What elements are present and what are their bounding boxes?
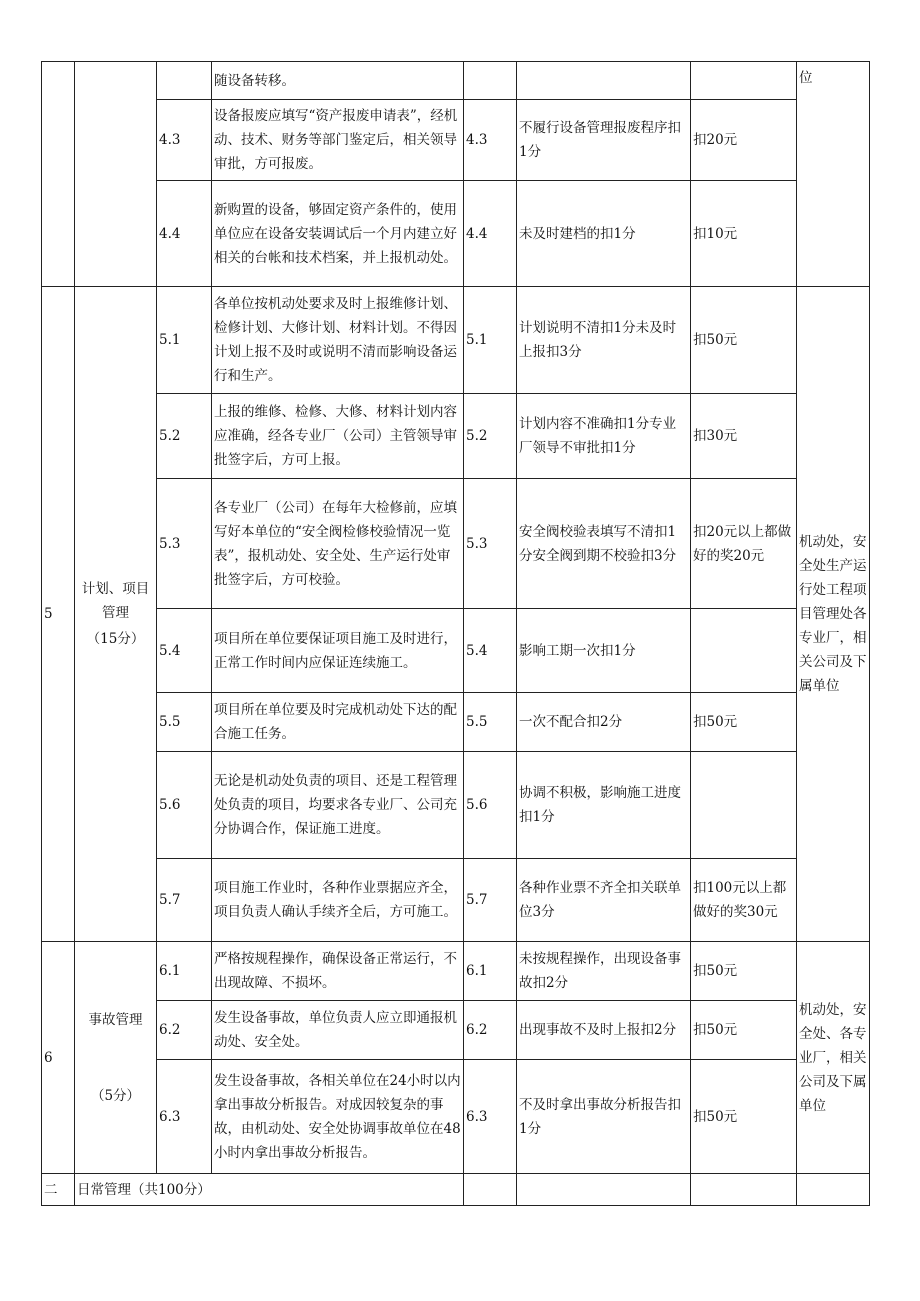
- item-no-2: 4.3: [464, 100, 517, 181]
- item-no-2: 5.4: [464, 609, 517, 693]
- item-penalty: 协调不积极，影响施工进度扣1分: [517, 752, 691, 859]
- item-no: [157, 62, 212, 100]
- item-no: 5.1: [157, 287, 212, 394]
- item-fine: [691, 752, 797, 859]
- item-fine: 扣50元: [691, 693, 797, 752]
- item-requirement: 上报的维修、检修、大修、材料计划内容应准确，经各专业厂（公司）主管领导审批签字后，方可上报。: [212, 394, 464, 479]
- item-penalty: 未及时建档的扣1分: [517, 181, 691, 287]
- item-no-2: 5.5: [464, 693, 517, 752]
- group-score: （15分）: [86, 631, 145, 647]
- item-fine: 扣50元: [691, 287, 797, 394]
- dept-cell: 位: [797, 62, 870, 287]
- item-penalty: 一次不配合扣2分: [517, 693, 691, 752]
- item-no: 5.4: [157, 609, 212, 693]
- item-penalty: 影响工期一次扣1分: [517, 609, 691, 693]
- item-no: 5.7: [157, 859, 212, 942]
- group-name: 计划、项目管理: [81, 581, 150, 621]
- table-row: [42, 752, 870, 859]
- item-fine: 扣50元: [691, 942, 797, 1001]
- section-index: 二: [42, 1174, 75, 1206]
- item-fine: 扣50元: [691, 1001, 797, 1060]
- item-no: 5.3: [157, 479, 212, 609]
- item-penalty: [517, 62, 691, 100]
- group-name-cell: [75, 287, 157, 942]
- item-fine: 扣20元: [691, 100, 797, 181]
- item-no-2: 5.2: [464, 394, 517, 479]
- group-score: （5分）: [90, 1087, 141, 1104]
- item-no-2: 5.6: [464, 752, 517, 859]
- table-row: [42, 609, 870, 693]
- item-requirement: 项目所在单位要保证项目施工及时进行，正常工作时间内应保证连续施工。: [212, 609, 464, 693]
- item-penalty: 未按规程操作，出现设备事故扣2分: [517, 942, 691, 1001]
- dept-cell: 机动处，安全处生产运行处工程项目管理处各专业厂，相关公司及下属单位: [797, 287, 870, 942]
- item-penalty: 不及时拿出事故分析报告扣1分: [517, 1060, 691, 1174]
- table-row: [42, 693, 870, 752]
- item-no: 5.2: [157, 394, 212, 479]
- item-no: 6.1: [157, 942, 212, 1001]
- group-name-cell: [75, 62, 157, 287]
- item-requirement: 随设备转移。: [212, 62, 464, 100]
- group-name-cell: [75, 942, 157, 1174]
- item-no-2: 5.3: [464, 479, 517, 609]
- item-no-2: 6.1: [464, 942, 517, 1001]
- item-no: 4.4: [157, 181, 212, 287]
- item-penalty: 出现事故不及时上报扣2分: [517, 1001, 691, 1060]
- table-row: [42, 62, 870, 100]
- item-no: 4.3: [157, 100, 212, 181]
- item-fine: [691, 609, 797, 693]
- item-fine: 扣100元以上都做好的奖30元: [691, 859, 797, 942]
- item-penalty: 不履行设备管理报废程序扣1分: [517, 100, 691, 181]
- item-requirement: 各专业厂（公司）在每年大检修前，应填写好本单位的“安全阀检修校验情况一览表”，报机动处、安全处、生产运行处审批签字后，方可校验。: [212, 479, 464, 609]
- item-no: 6.2: [157, 1001, 212, 1060]
- assessment-table: [41, 61, 870, 1206]
- item-requirement: 新购置的设备，够固定资产条件的，使用单位应在设备安装调试后一个月内建立好相关的台帐和技术档案，并上报机动处。: [212, 181, 464, 287]
- item-no-2: 6.2: [464, 1001, 517, 1060]
- table-row: [42, 100, 870, 181]
- table-row: [42, 394, 870, 479]
- table-row: [42, 1001, 870, 1060]
- table-row: [42, 1060, 870, 1174]
- item-penalty: 计划说明不清扣1分未及时上报扣3分: [517, 287, 691, 394]
- table-row: [42, 287, 870, 394]
- item-penalty: 计划内容不准确扣1分专业厂领导不审批扣1分: [517, 394, 691, 479]
- group-index-cell: [42, 62, 75, 287]
- section-title: 日常管理（共100分）: [75, 1174, 464, 1206]
- item-no: 6.3: [157, 1060, 212, 1174]
- item-requirement: 发生设备事故，单位负责人应立即通报机动处、安全处。: [212, 1001, 464, 1060]
- item-requirement: 设备报废应填写“资产报废申请表”，经机动、技术、财务等部门鉴定后，相关领导审批，方可报废。: [212, 100, 464, 181]
- table-row: [42, 479, 870, 609]
- item-fine: 扣30元: [691, 394, 797, 479]
- item-requirement: 发生设备事故，各相关单位在24小时以内拿出事故分析报告。对成因较复杂的事故，由机动处、安全处协调事故单位在48小时内拿出事故分析报告。: [212, 1060, 464, 1174]
- item-fine: 扣10元: [691, 181, 797, 287]
- item-requirement: 项目施工作业时，各种作业票据应齐全，项目负责人确认手续齐全后，方可施工。: [212, 859, 464, 942]
- item-no: 5.6: [157, 752, 212, 859]
- item-penalty: 各种作业票不齐全扣关联单位3分: [517, 859, 691, 942]
- group-index-cell: 6: [42, 942, 75, 1174]
- item-fine: [691, 62, 797, 100]
- item-no-2: 4.4: [464, 181, 517, 287]
- item-requirement: 严格按规程操作，确保设备正常运行，不出现故障、不损坏。: [212, 942, 464, 1001]
- section-row: [42, 1174, 870, 1206]
- table-row: [42, 181, 870, 287]
- group-name: 事故管理: [88, 1011, 143, 1028]
- item-fine: 扣50元: [691, 1060, 797, 1174]
- table-row: [42, 942, 870, 1001]
- item-no-2: [464, 62, 517, 100]
- item-penalty: 安全阀校验表填写不清扣1分安全阀到期不校验扣3分: [517, 479, 691, 609]
- item-fine: 扣20元以上都做好的奖20元: [691, 479, 797, 609]
- item-requirement: 无论是机动处负责的项目、还是工程管理处负责的项目，均要求各专业厂、公司充分协调合作，保证施工进度。: [212, 752, 464, 859]
- item-no-2: 6.3: [464, 1060, 517, 1174]
- item-requirement: 项目所在单位要及时完成机动处下达的配合施工任务。: [212, 693, 464, 752]
- dept-cell: 机动处，安全处、各专业厂，相关公司及下属单位: [797, 942, 870, 1174]
- item-no-2: 5.7: [464, 859, 517, 942]
- item-requirement: 各单位按机动处要求及时上报维修计划、检修计划、大修计划、材料计划。不得因计划上报不及时或说明不清而影响设备运行和生产。: [212, 287, 464, 394]
- item-no-2: 5.1: [464, 287, 517, 394]
- item-no: 5.5: [157, 693, 212, 752]
- group-index-cell: 5: [42, 287, 75, 942]
- table-row: [42, 859, 870, 942]
